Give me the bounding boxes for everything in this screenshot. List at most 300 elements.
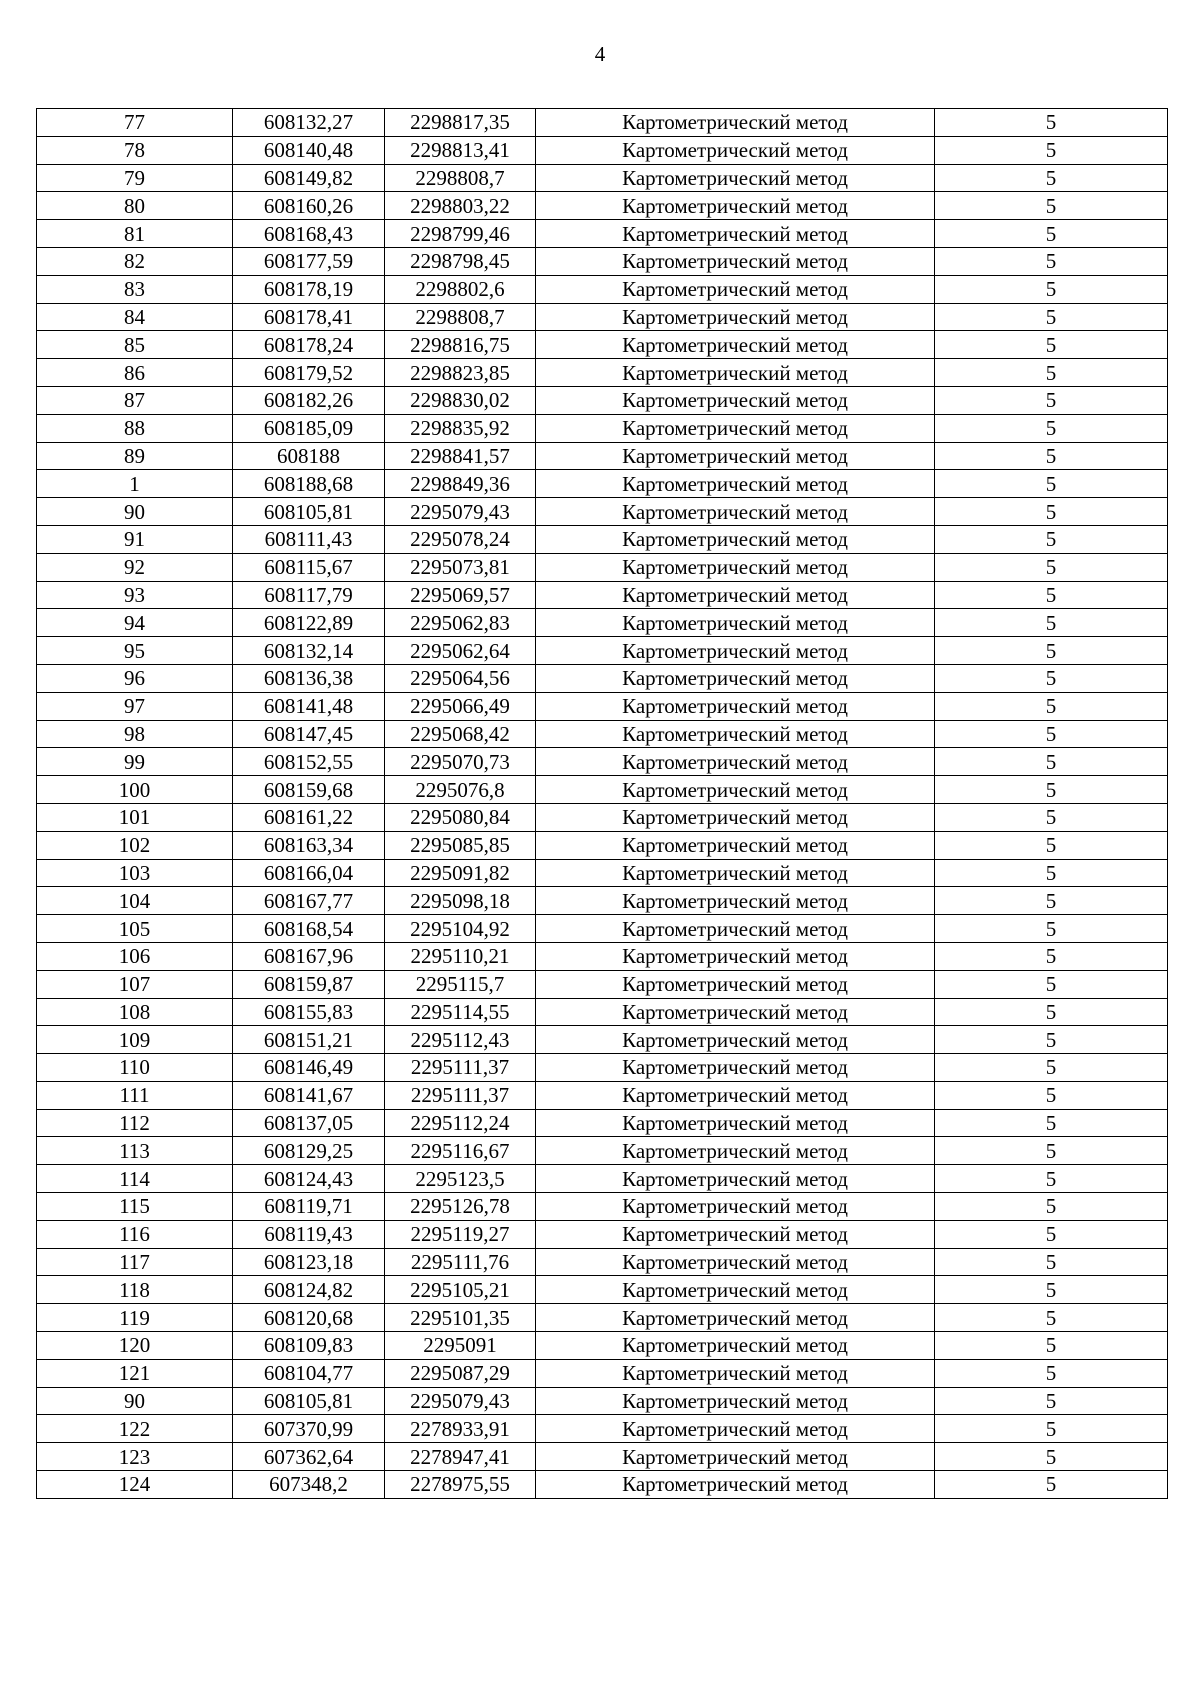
- x-coordinate-cell: 608123,18: [233, 1248, 385, 1276]
- point-number-cell: 110: [37, 1054, 233, 1082]
- point-number-cell: 100: [37, 776, 233, 804]
- y-coordinate-cell: 2278933,91: [385, 1415, 536, 1443]
- x-coordinate-cell: 608147,45: [233, 720, 385, 748]
- y-coordinate-cell: 2295078,24: [385, 525, 536, 553]
- method-cell: Картометрический метод: [536, 1248, 935, 1276]
- accuracy-cell: 5: [935, 1304, 1168, 1332]
- accuracy-cell: 5: [935, 1165, 1168, 1193]
- point-number-cell: 103: [37, 859, 233, 887]
- table-row: [37, 692, 1168, 720]
- y-coordinate-cell: 2295114,55: [385, 998, 536, 1026]
- accuracy-cell: 5: [935, 1193, 1168, 1221]
- point-number-cell: 85: [37, 331, 233, 359]
- x-coordinate-cell: 608117,79: [233, 581, 385, 609]
- y-coordinate-cell: 2295098,18: [385, 887, 536, 915]
- table-row: [37, 803, 1168, 831]
- point-number-cell: 105: [37, 915, 233, 943]
- y-coordinate-cell: 2295066,49: [385, 692, 536, 720]
- table-row: [37, 664, 1168, 692]
- y-coordinate-cell: 2295062,64: [385, 637, 536, 665]
- table-row: [37, 192, 1168, 220]
- point-number-cell: 118: [37, 1276, 233, 1304]
- table-row: [37, 1304, 1168, 1332]
- method-cell: Картометрический метод: [536, 692, 935, 720]
- point-number-cell: 101: [37, 803, 233, 831]
- y-coordinate-cell: 2278975,55: [385, 1471, 536, 1499]
- point-number-cell: 97: [37, 692, 233, 720]
- method-cell: Картометрический метод: [536, 414, 935, 442]
- table-row: [37, 1276, 1168, 1304]
- table-row: [37, 1026, 1168, 1054]
- method-cell: Картометрический метод: [536, 164, 935, 192]
- y-coordinate-cell: 2298802,6: [385, 275, 536, 303]
- x-coordinate-cell: 608151,21: [233, 1026, 385, 1054]
- x-coordinate-cell: 608155,83: [233, 998, 385, 1026]
- point-number-cell: 116: [37, 1220, 233, 1248]
- accuracy-cell: 5: [935, 803, 1168, 831]
- point-number-cell: 121: [37, 1359, 233, 1387]
- y-coordinate-cell: 2295070,73: [385, 748, 536, 776]
- y-coordinate-cell: 2295062,83: [385, 609, 536, 637]
- y-coordinate-cell: 2295064,56: [385, 664, 536, 692]
- method-cell: Картометрический метод: [536, 1081, 935, 1109]
- x-coordinate-cell: 608137,05: [233, 1109, 385, 1137]
- accuracy-cell: 5: [935, 1054, 1168, 1082]
- method-cell: Картометрический метод: [536, 470, 935, 498]
- point-number-cell: 122: [37, 1415, 233, 1443]
- method-cell: Картометрический метод: [536, 720, 935, 748]
- point-number-cell: 99: [37, 748, 233, 776]
- table-row: [37, 1109, 1168, 1137]
- point-number-cell: 78: [37, 136, 233, 164]
- accuracy-cell: 5: [935, 220, 1168, 248]
- table-row: [37, 887, 1168, 915]
- accuracy-cell: 5: [935, 692, 1168, 720]
- accuracy-cell: 5: [935, 1415, 1168, 1443]
- method-cell: Картометрический метод: [536, 609, 935, 637]
- table-row: [37, 998, 1168, 1026]
- x-coordinate-cell: 608166,04: [233, 859, 385, 887]
- y-coordinate-cell: 2295123,5: [385, 1165, 536, 1193]
- x-coordinate-cell: 608141,67: [233, 1081, 385, 1109]
- point-number-cell: 107: [37, 970, 233, 998]
- method-cell: Картометрический метод: [536, 1387, 935, 1415]
- accuracy-cell: 5: [935, 1332, 1168, 1360]
- point-number-cell: 113: [37, 1137, 233, 1165]
- x-coordinate-cell: 607370,99: [233, 1415, 385, 1443]
- method-cell: Картометрический метод: [536, 247, 935, 275]
- x-coordinate-cell: 608159,87: [233, 970, 385, 998]
- table-row: [37, 414, 1168, 442]
- y-coordinate-cell: 2295068,42: [385, 720, 536, 748]
- x-coordinate-cell: 608105,81: [233, 1387, 385, 1415]
- x-coordinate-cell: 608188: [233, 442, 385, 470]
- y-coordinate-cell: 2295069,57: [385, 581, 536, 609]
- accuracy-cell: 5: [935, 859, 1168, 887]
- accuracy-cell: 5: [935, 359, 1168, 387]
- accuracy-cell: 5: [935, 998, 1168, 1026]
- table-row: [37, 1054, 1168, 1082]
- x-coordinate-cell: 608167,96: [233, 942, 385, 970]
- accuracy-cell: 5: [935, 164, 1168, 192]
- method-cell: Картометрический метод: [536, 1220, 935, 1248]
- method-cell: Картометрический метод: [536, 998, 935, 1026]
- point-number-cell: 79: [37, 164, 233, 192]
- y-coordinate-cell: 2295116,67: [385, 1137, 536, 1165]
- accuracy-cell: 5: [935, 609, 1168, 637]
- method-cell: Картометрический метод: [536, 275, 935, 303]
- table-row: [37, 553, 1168, 581]
- table-row: [37, 1220, 1168, 1248]
- x-coordinate-cell: 608185,09: [233, 414, 385, 442]
- table-row: [37, 220, 1168, 248]
- method-cell: Картометрический метод: [536, 136, 935, 164]
- y-coordinate-cell: 2298803,22: [385, 192, 536, 220]
- method-cell: Картометрический метод: [536, 1443, 935, 1471]
- y-coordinate-cell: 2295111,37: [385, 1054, 536, 1082]
- accuracy-cell: 5: [935, 664, 1168, 692]
- accuracy-cell: 5: [935, 136, 1168, 164]
- y-coordinate-cell: 2295112,24: [385, 1109, 536, 1137]
- point-number-cell: 89: [37, 442, 233, 470]
- point-number-cell: 93: [37, 581, 233, 609]
- x-coordinate-cell: 608146,49: [233, 1054, 385, 1082]
- point-number-cell: 108: [37, 998, 233, 1026]
- point-number-cell: 123: [37, 1443, 233, 1471]
- x-coordinate-cell: 608141,48: [233, 692, 385, 720]
- y-coordinate-cell: 2295076,8: [385, 776, 536, 804]
- y-coordinate-cell: 2298830,02: [385, 386, 536, 414]
- method-cell: Картометрический метод: [536, 1165, 935, 1193]
- method-cell: Картометрический метод: [536, 831, 935, 859]
- x-coordinate-cell: 608132,27: [233, 109, 385, 137]
- page-number: 4: [594, 42, 606, 66]
- x-coordinate-cell: 608129,25: [233, 1137, 385, 1165]
- x-coordinate-cell: 608111,43: [233, 525, 385, 553]
- accuracy-cell: 5: [935, 1026, 1168, 1054]
- table-row: [37, 776, 1168, 804]
- x-coordinate-cell: 608160,26: [233, 192, 385, 220]
- accuracy-cell: 5: [935, 1137, 1168, 1165]
- point-number-cell: 120: [37, 1332, 233, 1360]
- point-number-cell: 112: [37, 1109, 233, 1137]
- y-coordinate-cell: 2278947,41: [385, 1443, 536, 1471]
- y-coordinate-cell: 2295115,7: [385, 970, 536, 998]
- y-coordinate-cell: 2295112,43: [385, 1026, 536, 1054]
- accuracy-cell: 5: [935, 331, 1168, 359]
- method-cell: Картометрический метод: [536, 1471, 935, 1499]
- table-row: [37, 109, 1168, 137]
- coordinates-table-body: [37, 109, 1168, 1499]
- point-number-cell: 86: [37, 359, 233, 387]
- x-coordinate-cell: 608119,43: [233, 1220, 385, 1248]
- point-number-cell: 82: [37, 247, 233, 275]
- method-cell: Картометрический метод: [536, 1026, 935, 1054]
- x-coordinate-cell: 608140,48: [233, 136, 385, 164]
- x-coordinate-cell: 608159,68: [233, 776, 385, 804]
- method-cell: Картометрический метод: [536, 303, 935, 331]
- point-number-cell: 102: [37, 831, 233, 859]
- point-number-cell: 106: [37, 942, 233, 970]
- y-coordinate-cell: 2298799,46: [385, 220, 536, 248]
- table-row: [37, 942, 1168, 970]
- point-number-cell: 87: [37, 386, 233, 414]
- method-cell: Картометрический метод: [536, 970, 935, 998]
- y-coordinate-cell: 2295101,35: [385, 1304, 536, 1332]
- table-row: [37, 915, 1168, 943]
- method-cell: Картометрический метод: [536, 525, 935, 553]
- accuracy-cell: 5: [935, 776, 1168, 804]
- y-coordinate-cell: 2295119,27: [385, 1220, 536, 1248]
- x-coordinate-cell: 608163,34: [233, 831, 385, 859]
- table-row: [37, 136, 1168, 164]
- x-coordinate-cell: 608105,81: [233, 498, 385, 526]
- point-number-cell: 84: [37, 303, 233, 331]
- method-cell: Картометрический метод: [536, 192, 935, 220]
- table-row: [37, 164, 1168, 192]
- method-cell: Картометрический метод: [536, 803, 935, 831]
- accuracy-cell: 5: [935, 1276, 1168, 1304]
- y-coordinate-cell: 2295073,81: [385, 553, 536, 581]
- point-number-cell: 90: [37, 498, 233, 526]
- method-cell: Картометрический метод: [536, 442, 935, 470]
- method-cell: Картометрический метод: [536, 942, 935, 970]
- accuracy-cell: 5: [935, 470, 1168, 498]
- table-row: [37, 637, 1168, 665]
- y-coordinate-cell: 2295079,43: [385, 498, 536, 526]
- method-cell: Картометрический метод: [536, 1054, 935, 1082]
- method-cell: Картометрический метод: [536, 498, 935, 526]
- x-coordinate-cell: 608177,59: [233, 247, 385, 275]
- point-number-cell: 94: [37, 609, 233, 637]
- method-cell: Картометрический метод: [536, 915, 935, 943]
- table-row: [37, 331, 1168, 359]
- table-row: [37, 1137, 1168, 1165]
- y-coordinate-cell: 2298816,75: [385, 331, 536, 359]
- table-row: [37, 1387, 1168, 1415]
- table-row: [37, 609, 1168, 637]
- table-row: [37, 1415, 1168, 1443]
- table-row: [37, 386, 1168, 414]
- y-coordinate-cell: 2298849,36: [385, 470, 536, 498]
- table-row: [37, 303, 1168, 331]
- accuracy-cell: 5: [935, 970, 1168, 998]
- method-cell: Картометрический метод: [536, 637, 935, 665]
- table-row: [37, 1471, 1168, 1499]
- table-row: [37, 1248, 1168, 1276]
- accuracy-cell: 5: [935, 581, 1168, 609]
- accuracy-cell: 5: [935, 942, 1168, 970]
- accuracy-cell: 5: [935, 1471, 1168, 1499]
- accuracy-cell: 5: [935, 1443, 1168, 1471]
- point-number-cell: 77: [37, 109, 233, 137]
- y-coordinate-cell: 2295079,43: [385, 1387, 536, 1415]
- accuracy-cell: 5: [935, 748, 1168, 776]
- y-coordinate-cell: 2298813,41: [385, 136, 536, 164]
- y-coordinate-cell: 2298798,45: [385, 247, 536, 275]
- accuracy-cell: 5: [935, 442, 1168, 470]
- point-number-cell: 80: [37, 192, 233, 220]
- accuracy-cell: 5: [935, 553, 1168, 581]
- point-number-cell: 104: [37, 887, 233, 915]
- table-row: [37, 1193, 1168, 1221]
- table-row: [37, 1165, 1168, 1193]
- method-cell: Картометрический метод: [536, 664, 935, 692]
- method-cell: Картометрический метод: [536, 1137, 935, 1165]
- method-cell: Картометрический метод: [536, 553, 935, 581]
- y-coordinate-cell: 2295080,84: [385, 803, 536, 831]
- y-coordinate-cell: 2295091,82: [385, 859, 536, 887]
- y-coordinate-cell: 2298823,85: [385, 359, 536, 387]
- y-coordinate-cell: 2295091: [385, 1332, 536, 1360]
- y-coordinate-cell: 2298808,7: [385, 164, 536, 192]
- accuracy-cell: 5: [935, 637, 1168, 665]
- table-row: [37, 831, 1168, 859]
- x-coordinate-cell: 608178,41: [233, 303, 385, 331]
- accuracy-cell: 5: [935, 831, 1168, 859]
- point-number-cell: 90: [37, 1387, 233, 1415]
- x-coordinate-cell: 608120,68: [233, 1304, 385, 1332]
- method-cell: Картометрический метод: [536, 109, 935, 137]
- method-cell: Картометрический метод: [536, 1109, 935, 1137]
- y-coordinate-cell: 2298835,92: [385, 414, 536, 442]
- accuracy-cell: 5: [935, 1359, 1168, 1387]
- x-coordinate-cell: 608152,55: [233, 748, 385, 776]
- point-number-cell: 124: [37, 1471, 233, 1499]
- accuracy-cell: 5: [935, 386, 1168, 414]
- method-cell: Картометрический метод: [536, 1304, 935, 1332]
- x-coordinate-cell: 608167,77: [233, 887, 385, 915]
- method-cell: Картометрический метод: [536, 1332, 935, 1360]
- y-coordinate-cell: 2295110,21: [385, 942, 536, 970]
- accuracy-cell: 5: [935, 192, 1168, 220]
- table-row: [37, 442, 1168, 470]
- point-number-cell: 115: [37, 1193, 233, 1221]
- table-row: [37, 970, 1168, 998]
- accuracy-cell: 5: [935, 1220, 1168, 1248]
- table-row: [37, 1359, 1168, 1387]
- point-number-cell: 95: [37, 637, 233, 665]
- x-coordinate-cell: 608178,24: [233, 331, 385, 359]
- point-number-cell: 91: [37, 525, 233, 553]
- x-coordinate-cell: 608179,52: [233, 359, 385, 387]
- x-coordinate-cell: 608168,54: [233, 915, 385, 943]
- table-row: [37, 525, 1168, 553]
- y-coordinate-cell: 2295104,92: [385, 915, 536, 943]
- accuracy-cell: 5: [935, 1387, 1168, 1415]
- table-row: [37, 1081, 1168, 1109]
- x-coordinate-cell: 608161,22: [233, 803, 385, 831]
- point-number-cell: 83: [37, 275, 233, 303]
- method-cell: Картометрический метод: [536, 776, 935, 804]
- accuracy-cell: 5: [935, 720, 1168, 748]
- accuracy-cell: 5: [935, 303, 1168, 331]
- y-coordinate-cell: 2295126,78: [385, 1193, 536, 1221]
- table-row: [37, 359, 1168, 387]
- method-cell: Картометрический метод: [536, 220, 935, 248]
- y-coordinate-cell: 2295087,29: [385, 1359, 536, 1387]
- method-cell: Картометрический метод: [536, 581, 935, 609]
- accuracy-cell: 5: [935, 1109, 1168, 1137]
- method-cell: Картометрический метод: [536, 1276, 935, 1304]
- x-coordinate-cell: 608122,89: [233, 609, 385, 637]
- point-number-cell: 98: [37, 720, 233, 748]
- y-coordinate-cell: 2298817,35: [385, 109, 536, 137]
- point-number-cell: 111: [37, 1081, 233, 1109]
- y-coordinate-cell: 2295085,85: [385, 831, 536, 859]
- x-coordinate-cell: 608119,71: [233, 1193, 385, 1221]
- accuracy-cell: 5: [935, 275, 1168, 303]
- accuracy-cell: 5: [935, 1248, 1168, 1276]
- method-cell: Картометрический метод: [536, 859, 935, 887]
- table-row: [37, 1332, 1168, 1360]
- table-row: [37, 1443, 1168, 1471]
- x-coordinate-cell: 608168,43: [233, 220, 385, 248]
- x-coordinate-cell: 608124,82: [233, 1276, 385, 1304]
- y-coordinate-cell: 2295111,76: [385, 1248, 536, 1276]
- method-cell: Картометрический метод: [536, 1359, 935, 1387]
- accuracy-cell: 5: [935, 414, 1168, 442]
- accuracy-cell: 5: [935, 887, 1168, 915]
- method-cell: Картометрический метод: [536, 1193, 935, 1221]
- point-number-cell: 92: [37, 553, 233, 581]
- x-coordinate-cell: 608115,67: [233, 553, 385, 581]
- y-coordinate-cell: 2298808,7: [385, 303, 536, 331]
- method-cell: Картометрический метод: [536, 331, 935, 359]
- x-coordinate-cell: 608132,14: [233, 637, 385, 665]
- point-number-cell: 114: [37, 1165, 233, 1193]
- x-coordinate-cell: 608109,83: [233, 1332, 385, 1360]
- point-number-cell: 96: [37, 664, 233, 692]
- accuracy-cell: 5: [935, 109, 1168, 137]
- x-coordinate-cell: 608124,43: [233, 1165, 385, 1193]
- point-number-cell: 119: [37, 1304, 233, 1332]
- x-coordinate-cell: 608188,68: [233, 470, 385, 498]
- point-number-cell: 88: [37, 414, 233, 442]
- table-row: [37, 748, 1168, 776]
- x-coordinate-cell: 608178,19: [233, 275, 385, 303]
- point-number-cell: 117: [37, 1248, 233, 1276]
- table-row: [37, 247, 1168, 275]
- x-coordinate-cell: 607348,2: [233, 1471, 385, 1499]
- table-row: [37, 720, 1168, 748]
- x-coordinate-cell: 607362,64: [233, 1443, 385, 1471]
- point-number-cell: 1: [37, 470, 233, 498]
- x-coordinate-cell: 608182,26: [233, 386, 385, 414]
- point-number-cell: 81: [37, 220, 233, 248]
- accuracy-cell: 5: [935, 247, 1168, 275]
- table-row: [37, 470, 1168, 498]
- table-row: [37, 498, 1168, 526]
- table-row: [37, 859, 1168, 887]
- x-coordinate-cell: 608136,38: [233, 664, 385, 692]
- x-coordinate-cell: 608149,82: [233, 164, 385, 192]
- y-coordinate-cell: 2295111,37: [385, 1081, 536, 1109]
- accuracy-cell: 5: [935, 498, 1168, 526]
- point-number-cell: 109: [37, 1026, 233, 1054]
- y-coordinate-cell: 2298841,57: [385, 442, 536, 470]
- coordinates-table: [36, 108, 1168, 1499]
- method-cell: Картометрический метод: [536, 748, 935, 776]
- x-coordinate-cell: 608104,77: [233, 1359, 385, 1387]
- method-cell: Картометрический метод: [536, 386, 935, 414]
- method-cell: Картометрический метод: [536, 1415, 935, 1443]
- accuracy-cell: 5: [935, 525, 1168, 553]
- y-coordinate-cell: 2295105,21: [385, 1276, 536, 1304]
- method-cell: Картометрический метод: [536, 359, 935, 387]
- table-row: [37, 581, 1168, 609]
- table-row: [37, 275, 1168, 303]
